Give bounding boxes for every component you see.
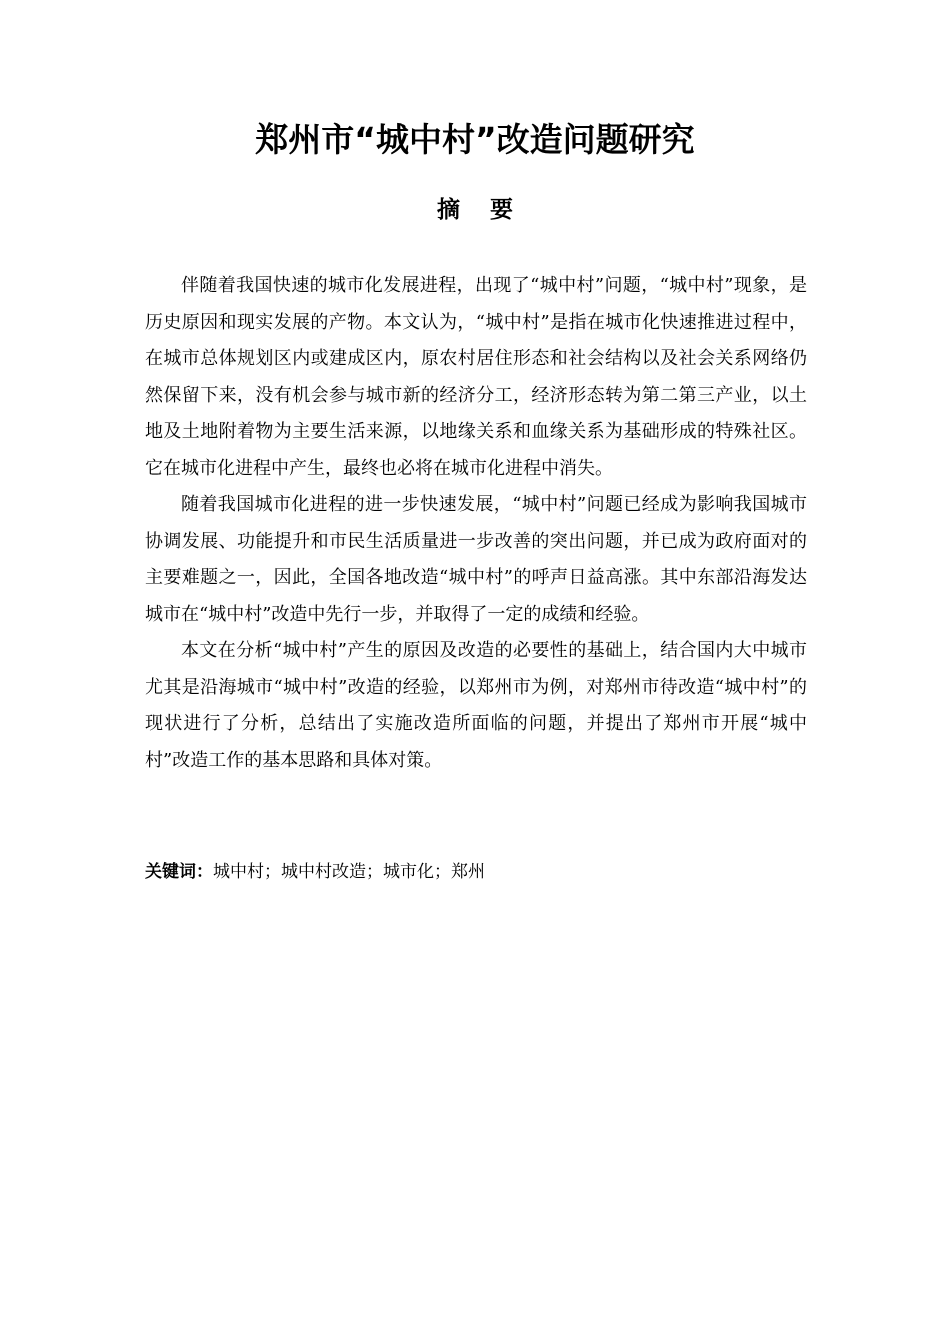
keywords-text: 城中村；城中村改造；城市化；郑州 (213, 862, 485, 882)
abstract-heading (0, 193, 950, 227)
abstract-body (145, 268, 807, 779)
keywords-label: 关键词： (145, 862, 213, 882)
abstract-paragraph-1: 伴随着我国快速的城市化发展进程，出现了“城中村”问题，“城中村”现象，是历史原因和现实发展的产物。本文认为，“城中村”是指在城市化快速推进过程中，在城市总体规划区内或建成区内，原农村居住形态和社会结构以及社会关系网络仍然保留下来，没有机会参与城市新的经济分工，经济形态转为第二第三产业，以土地及土地附着物为主要生活来源，以地缘关系和血缘关系为基础形成的特殊社区。它在城市化进程中产生，最终也必将在城市化进程中消失。 (145, 275, 807, 479)
abstract-heading-char-2: 要 (490, 197, 513, 223)
abstract-paragraph-2: 随着我国城市化进程的进一步快速发展，“城中村”问题已经成为影响我国城市协调发展、功能提升和市民生活质量进一步改善的突出问题，并已成为政府面对的主要难题之一，因此，全国各地改造“城中村”的呼声日益高涨。其中东部沿海发达城市在“城中村”改造中先行一步，并取得了一定的成绩和经验。 (145, 494, 807, 625)
keywords-line (145, 856, 807, 888)
abstract-paragraph-3: 本文在分析“城中村”产生的原因及改造的必要性的基础上，结合国内大中城市尤其是沿海城市“城中村”改造的经验，以郑州市为例，对郑州市待改造“城中村”的现状进行了分析，总结出了实施改造所面临的问题，并提出了郑州市开展“城中村”改造工作的基本思路和具体对策。 (145, 640, 807, 771)
document-title: 郑州市“城中村”改造问题研究 (255, 120, 695, 159)
abstract-heading-char-1: 摘 (437, 197, 460, 223)
